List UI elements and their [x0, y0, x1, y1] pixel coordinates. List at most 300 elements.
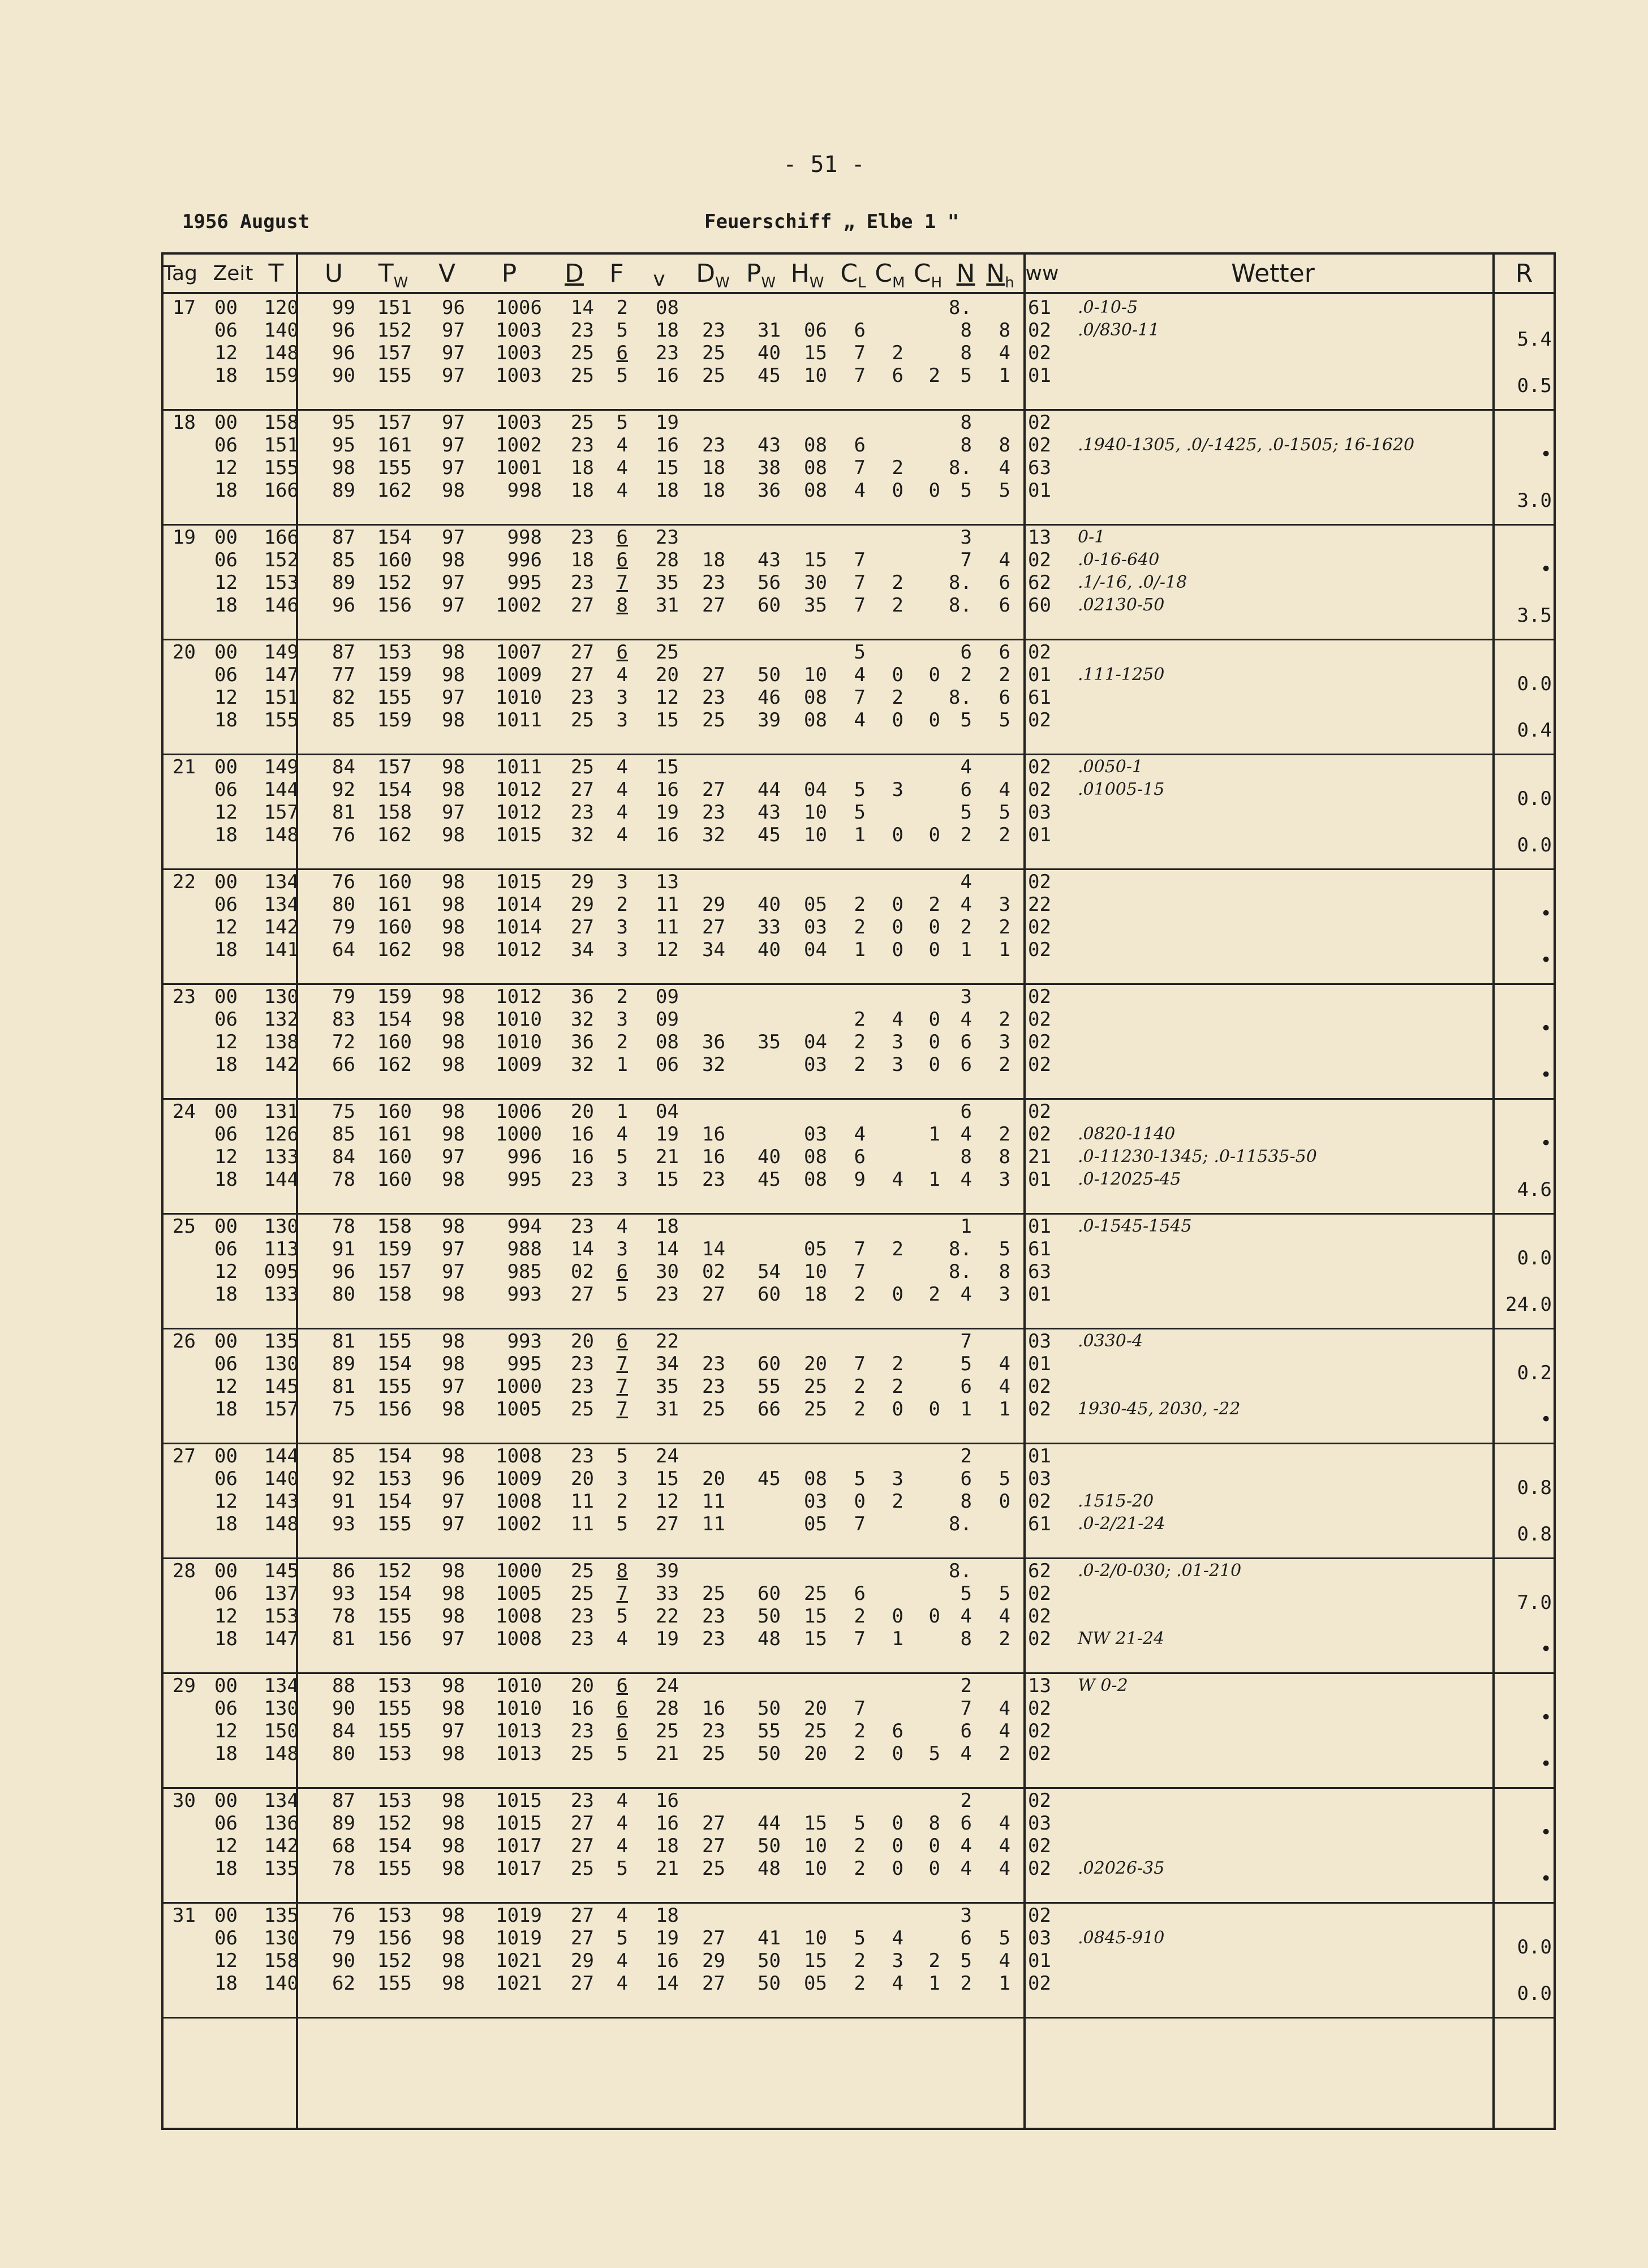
cell-f: 5 — [616, 319, 628, 342]
cell-n: 8 — [960, 1146, 972, 1168]
cell-tw: 151 — [377, 296, 412, 319]
cell-tw: 160 — [377, 549, 412, 571]
cell-u: 96 — [332, 342, 355, 364]
cell-v: 98 — [442, 1949, 465, 1972]
cell-pw: 50 — [758, 1605, 781, 1628]
cell-ww: 02 — [1028, 1123, 1051, 1146]
cell-p: 1010 — [496, 1675, 542, 1697]
cell-f: 5 — [616, 1445, 628, 1467]
cell-cm: 0 — [892, 664, 903, 686]
cell-f: 4 — [616, 457, 628, 479]
cell-t: 158 — [264, 411, 299, 434]
cell-wetter: .02026-35 — [1078, 1858, 1165, 1878]
column-header-pw: $P_W$ — [746, 259, 776, 291]
cell-cl: 2 — [854, 1375, 866, 1398]
cell-n: 6 — [960, 778, 972, 801]
cell-zeit: 12 — [214, 1490, 238, 1513]
column-header-f: F — [609, 259, 624, 288]
cell-nh: 8 — [999, 1260, 1010, 1283]
cell-d: 14 — [571, 296, 594, 319]
cell-d: 23 — [571, 1215, 594, 1238]
cell-n: 5 — [960, 801, 972, 824]
cell-zeit: 12 — [214, 1720, 238, 1742]
cell-zeit: 00 — [214, 526, 238, 549]
cell-d: 20 — [571, 1100, 594, 1123]
cell-nh: 4 — [999, 1835, 1010, 1857]
cell-dw: 25 — [702, 342, 725, 364]
cell-zeit: 18 — [214, 939, 238, 961]
cell-precipitation: • — [1540, 1408, 1552, 1431]
cell-zeit: 18 — [214, 479, 238, 502]
cell-f: 4 — [616, 824, 628, 846]
cell-hw: 25 — [804, 1720, 827, 1742]
cell-f: 6 — [616, 1260, 628, 1283]
cell-n: 6 — [960, 1927, 972, 1949]
cell-p: 1012 — [496, 939, 542, 961]
cell-ww: 02 — [1028, 1857, 1051, 1880]
cell-wind-speed: 08 — [656, 296, 679, 319]
cell-cm: 2 — [892, 594, 903, 617]
cell-d: 32 — [571, 1008, 594, 1031]
cell-u: 91 — [332, 1490, 355, 1513]
cell-tw: 155 — [377, 1697, 412, 1720]
cell-cl: 7 — [854, 549, 866, 571]
cell-hw: 35 — [804, 594, 827, 617]
cell-t: 143 — [264, 1490, 299, 1513]
cell-n: 6 — [960, 641, 972, 664]
cell-wind-speed: 18 — [656, 479, 679, 502]
day-separator — [161, 1787, 1556, 1789]
cell-ww: 01 — [1028, 1283, 1051, 1306]
cell-wetter: .0-1545-1545 — [1078, 1216, 1192, 1236]
cell-cl: 4 — [854, 1123, 866, 1146]
cell-v: 98 — [442, 1582, 465, 1605]
day-number: 23 — [173, 985, 196, 1008]
cell-t: 147 — [264, 1628, 299, 1650]
cell-f: 5 — [616, 1742, 628, 1765]
cell-u: 80 — [332, 1283, 355, 1306]
cell-tw: 153 — [377, 1467, 412, 1490]
cell-d: 18 — [571, 457, 594, 479]
cell-n: 7 — [960, 1330, 972, 1353]
cell-ch: 2 — [928, 893, 940, 916]
cell-v: 98 — [442, 641, 465, 664]
cell-f: 2 — [616, 296, 628, 319]
cell-p: 1015 — [496, 1812, 542, 1835]
day-separator — [161, 524, 1556, 526]
cell-p: 1006 — [496, 1100, 542, 1123]
cell-v: 98 — [442, 1560, 465, 1582]
cell-pw: 56 — [758, 571, 781, 594]
cell-wind-speed: 16 — [656, 364, 679, 387]
cell-d: 25 — [571, 1742, 594, 1765]
cell-wind-speed: 09 — [656, 985, 679, 1008]
cell-d: 32 — [571, 1053, 594, 1076]
cell-dw: 25 — [702, 1857, 725, 1880]
cell-p: 985 — [507, 1260, 542, 1283]
cell-v: 98 — [442, 1123, 465, 1146]
cell-u: 75 — [332, 1100, 355, 1123]
cell-u: 90 — [332, 1697, 355, 1720]
cell-ch: 0 — [928, 1605, 940, 1628]
cell-zeit: 00 — [214, 1330, 238, 1353]
cell-n: 8. — [949, 1513, 972, 1535]
cell-ww: 01 — [1028, 1949, 1051, 1972]
cell-ww: 03 — [1028, 1812, 1051, 1835]
cell-zeit: 06 — [214, 1123, 238, 1146]
cell-f: 3 — [616, 1467, 628, 1490]
cell-ww: 01 — [1028, 664, 1051, 686]
cell-nh: 3 — [999, 893, 1010, 916]
cell-ww: 61 — [1028, 296, 1051, 319]
cell-ch: 8 — [928, 1812, 940, 1835]
cell-pw: 36 — [758, 479, 781, 502]
header-year-month: 1956 August — [182, 210, 310, 233]
cell-ww: 63 — [1028, 457, 1051, 479]
cell-d: 16 — [571, 1697, 594, 1720]
column-header-cl: $C_L$ — [840, 259, 866, 291]
cell-u: 93 — [332, 1513, 355, 1535]
cell-p: 993 — [507, 1283, 542, 1306]
cell-d: 27 — [571, 916, 594, 939]
cell-f: 4 — [616, 1215, 628, 1238]
cell-cm: 0 — [892, 1812, 903, 1835]
cell-hw: 04 — [804, 939, 827, 961]
cell-n: 5 — [960, 1353, 972, 1375]
cell-tw: 161 — [377, 893, 412, 916]
cell-n: 3 — [960, 526, 972, 549]
cell-p: 1012 — [496, 801, 542, 824]
cell-zeit: 00 — [214, 1215, 238, 1238]
cell-n: 8 — [960, 411, 972, 434]
cell-d: 27 — [571, 664, 594, 686]
cell-n: 8 — [960, 342, 972, 364]
cell-n: 8 — [960, 434, 972, 457]
cell-d: 27 — [571, 1904, 594, 1927]
cell-u: 82 — [332, 686, 355, 709]
cell-nh: 4 — [999, 549, 1010, 571]
cell-nh: 5 — [999, 1927, 1010, 1949]
cell-p: 1001 — [496, 457, 542, 479]
cell-n: 5 — [960, 709, 972, 731]
cell-pw: 33 — [758, 916, 781, 939]
cell-wind-speed: 19 — [656, 1927, 679, 1949]
cell-n: 5 — [960, 1582, 972, 1605]
cell-p: 1011 — [496, 709, 542, 731]
cell-v: 98 — [442, 549, 465, 571]
cell-n: 6 — [960, 1375, 972, 1398]
cell-wind-speed: 28 — [656, 549, 679, 571]
cell-wetter: 0-1 — [1078, 527, 1105, 547]
cell-ww: 02 — [1028, 939, 1051, 961]
cell-ww: 02 — [1028, 1697, 1051, 1720]
cell-dw: 27 — [702, 1812, 725, 1835]
cell-pw: 39 — [758, 709, 781, 731]
cell-v: 98 — [442, 893, 465, 916]
cell-pw: 45 — [758, 364, 781, 387]
cell-tw: 155 — [377, 1720, 412, 1742]
cell-pw: 40 — [758, 1146, 781, 1168]
cell-ch: 1 — [928, 1972, 940, 1995]
cell-cl: 7 — [854, 1238, 866, 1260]
cell-precipitation: • — [1540, 949, 1552, 971]
day-number: 21 — [173, 756, 196, 778]
cell-v: 98 — [442, 1605, 465, 1628]
cell-nh: 2 — [999, 1742, 1010, 1765]
cell-nh: 4 — [999, 778, 1010, 801]
cell-p: 1021 — [496, 1972, 542, 1995]
cell-wind-speed: 21 — [656, 1146, 679, 1168]
cell-v: 98 — [442, 1835, 465, 1857]
cell-u: 62 — [332, 1972, 355, 1995]
cell-p: 995 — [507, 1168, 542, 1191]
cell-u: 85 — [332, 1123, 355, 1146]
cell-wind-speed: 15 — [656, 1168, 679, 1191]
cell-p: 1006 — [496, 296, 542, 319]
cell-pw: 60 — [758, 594, 781, 617]
cell-t: 146 — [264, 594, 299, 617]
cell-v: 97 — [442, 1238, 465, 1260]
cell-wind-speed: 16 — [656, 1812, 679, 1835]
cell-pw: 43 — [758, 549, 781, 571]
cell-p: 1002 — [496, 594, 542, 617]
cell-wetter: .0845-910 — [1078, 1928, 1165, 1948]
cell-cm: 2 — [892, 686, 903, 709]
cell-nh: 5 — [999, 1238, 1010, 1260]
cell-zeit: 06 — [214, 1582, 238, 1605]
cell-n: 6 — [960, 1467, 972, 1490]
cell-cl: 2 — [854, 1972, 866, 1995]
cell-tw: 154 — [377, 1835, 412, 1857]
cell-nh: 2 — [999, 916, 1010, 939]
cell-cl: 2 — [854, 1008, 866, 1031]
cell-t: 148 — [264, 1742, 299, 1765]
cell-dw: 18 — [702, 549, 725, 571]
cell-zeit: 12 — [214, 457, 238, 479]
cell-d: 36 — [571, 1031, 594, 1053]
cell-n: 1 — [960, 939, 972, 961]
cell-hw: 03 — [804, 1053, 827, 1076]
cell-hw: 10 — [804, 664, 827, 686]
cell-pw: 50 — [758, 1949, 781, 1972]
cell-zeit: 18 — [214, 1513, 238, 1535]
cell-cl: 2 — [854, 1857, 866, 1880]
cell-p: 1019 — [496, 1904, 542, 1927]
cell-wind-speed: 27 — [656, 1513, 679, 1535]
cell-wind-speed: 21 — [656, 1857, 679, 1880]
cell-dw: 20 — [702, 1467, 725, 1490]
cell-t: 151 — [264, 686, 299, 709]
cell-n: 4 — [960, 1605, 972, 1628]
day-number: 17 — [173, 296, 196, 319]
cell-f: 1 — [616, 1100, 628, 1123]
cell-v: 98 — [442, 1904, 465, 1927]
cell-dw: 23 — [702, 571, 725, 594]
cell-cm: 0 — [892, 1605, 903, 1628]
cell-tw: 158 — [377, 1283, 412, 1306]
cell-dw: 27 — [702, 1927, 725, 1949]
cell-u: 79 — [332, 1927, 355, 1949]
cell-cm: 3 — [892, 1031, 903, 1053]
cell-u: 95 — [332, 411, 355, 434]
cell-wind-speed: 35 — [656, 1375, 679, 1398]
cell-ch: 5 — [928, 1742, 940, 1765]
cell-hw: 15 — [804, 342, 827, 364]
cell-t: 142 — [264, 1053, 299, 1076]
cell-pw: 35 — [758, 1031, 781, 1053]
cell-wind-speed: 15 — [656, 756, 679, 778]
cell-tw: 155 — [377, 1972, 412, 1995]
cell-nh: 2 — [999, 664, 1010, 686]
cell-zeit: 18 — [214, 1742, 238, 1765]
cell-p: 1010 — [496, 1031, 542, 1053]
cell-nh: 4 — [999, 1857, 1010, 1880]
cell-tw: 156 — [377, 1927, 412, 1949]
cell-p: 1008 — [496, 1490, 542, 1513]
cell-precipitation: 0.0 — [1517, 673, 1552, 695]
cell-tw: 154 — [377, 1008, 412, 1031]
cell-ch: 0 — [928, 1398, 940, 1421]
cell-u: 81 — [332, 1330, 355, 1353]
cell-tw: 161 — [377, 434, 412, 457]
cell-wind-speed: 16 — [656, 824, 679, 846]
cell-tw: 153 — [377, 1904, 412, 1927]
cell-f: 6 — [616, 1720, 628, 1742]
cell-zeit: 00 — [214, 756, 238, 778]
cell-cl: 2 — [854, 916, 866, 939]
cell-v: 97 — [442, 801, 465, 824]
cell-t: 148 — [264, 824, 299, 846]
cell-f: 6 — [616, 549, 628, 571]
cell-cl: 6 — [854, 1582, 866, 1605]
cell-n: 4 — [960, 1008, 972, 1031]
cell-dw: 16 — [702, 1123, 725, 1146]
cell-zeit: 00 — [214, 1789, 238, 1812]
cell-v: 98 — [442, 1927, 465, 1949]
cell-n: 7 — [960, 1697, 972, 1720]
cell-p: 1003 — [496, 411, 542, 434]
cell-cm: 3 — [892, 1467, 903, 1490]
cell-f: 5 — [616, 1605, 628, 1628]
cell-v: 98 — [442, 1100, 465, 1123]
cell-f: 4 — [616, 778, 628, 801]
cell-cl: 5 — [854, 1812, 866, 1835]
cell-t: 095 — [264, 1260, 299, 1283]
cell-ww: 13 — [1028, 1675, 1051, 1697]
cell-ww: 13 — [1028, 526, 1051, 549]
cell-cl: 4 — [854, 664, 866, 686]
cell-cm: 0 — [892, 916, 903, 939]
cell-hw: 08 — [804, 686, 827, 709]
cell-hw: 10 — [804, 1857, 827, 1880]
cell-f: 7 — [616, 571, 628, 594]
cell-zeit: 18 — [214, 709, 238, 731]
cell-p: 1000 — [496, 1123, 542, 1146]
cell-v: 96 — [442, 1467, 465, 1490]
cell-n: 8. — [949, 594, 972, 617]
cell-f: 6 — [616, 641, 628, 664]
cell-wind-speed: 11 — [656, 916, 679, 939]
cell-v: 98 — [442, 1812, 465, 1835]
cell-hw: 08 — [804, 457, 827, 479]
cell-d: 23 — [571, 1789, 594, 1812]
cell-hw: 20 — [804, 1697, 827, 1720]
cell-precipitation: 4.6 — [1517, 1178, 1552, 1201]
cell-precipitation: • — [1540, 1064, 1552, 1086]
cell-d: 18 — [571, 479, 594, 502]
cell-f: 4 — [616, 756, 628, 778]
cell-pw: 43 — [758, 434, 781, 457]
cell-wetter: .0330-4 — [1078, 1331, 1143, 1351]
cell-d: 27 — [571, 1972, 594, 1995]
cell-v: 98 — [442, 824, 465, 846]
cell-precipitation: 5.4 — [1517, 328, 1552, 351]
cell-ww: 01 — [1028, 1215, 1051, 1238]
cell-v: 98 — [442, 778, 465, 801]
cell-nh: 6 — [999, 571, 1010, 594]
cell-f: 5 — [616, 411, 628, 434]
cell-u: 84 — [332, 1720, 355, 1742]
cell-f: 3 — [616, 1168, 628, 1191]
cell-ww: 02 — [1028, 1375, 1051, 1398]
cell-n: 8 — [960, 1628, 972, 1650]
cell-pw: 46 — [758, 686, 781, 709]
cell-tw: 160 — [377, 1168, 412, 1191]
cell-cm: 2 — [892, 571, 903, 594]
cell-hw: 10 — [804, 364, 827, 387]
cell-hw: 18 — [804, 1283, 827, 1306]
cell-dw: 27 — [702, 594, 725, 617]
cell-p: 1010 — [496, 686, 542, 709]
cell-cl: 0 — [854, 1490, 866, 1513]
cell-precipitation: 3.0 — [1517, 489, 1552, 512]
day-number: 28 — [173, 1560, 196, 1582]
cell-hw: 15 — [804, 1605, 827, 1628]
cell-p: 1014 — [496, 916, 542, 939]
cell-ww: 02 — [1028, 778, 1051, 801]
cell-zeit: 12 — [214, 916, 238, 939]
cell-v: 98 — [442, 1031, 465, 1053]
cell-wind-speed: 12 — [656, 939, 679, 961]
cell-precipitation: • — [1540, 1867, 1552, 1890]
cell-cm: 0 — [892, 939, 903, 961]
cell-nh: 4 — [999, 1375, 1010, 1398]
cell-ww: 02 — [1028, 916, 1051, 939]
cell-d: 32 — [571, 824, 594, 846]
cell-t: 130 — [264, 1697, 299, 1720]
cell-u: 92 — [332, 1467, 355, 1490]
cell-nh: 1 — [999, 1398, 1010, 1421]
cell-tw: 154 — [377, 1582, 412, 1605]
cell-wind-speed: 15 — [656, 709, 679, 731]
cell-ww: 02 — [1028, 319, 1051, 342]
cell-d: 27 — [571, 1283, 594, 1306]
cell-t: 138 — [264, 1031, 299, 1053]
cell-t: 130 — [264, 1927, 299, 1949]
cell-u: 90 — [332, 364, 355, 387]
cell-v: 98 — [442, 1972, 465, 1995]
cell-hw: 25 — [804, 1375, 827, 1398]
cell-t: 140 — [264, 1972, 299, 1995]
cell-v: 97 — [442, 1513, 465, 1535]
cell-ww: 02 — [1028, 1742, 1051, 1765]
cell-precipitation: • — [1540, 443, 1552, 466]
cell-n: 6 — [960, 1812, 972, 1835]
cell-u: 79 — [332, 985, 355, 1008]
cell-dw: 36 — [702, 1031, 725, 1053]
cell-t: 130 — [264, 985, 299, 1008]
day-separator — [161, 1557, 1556, 1559]
